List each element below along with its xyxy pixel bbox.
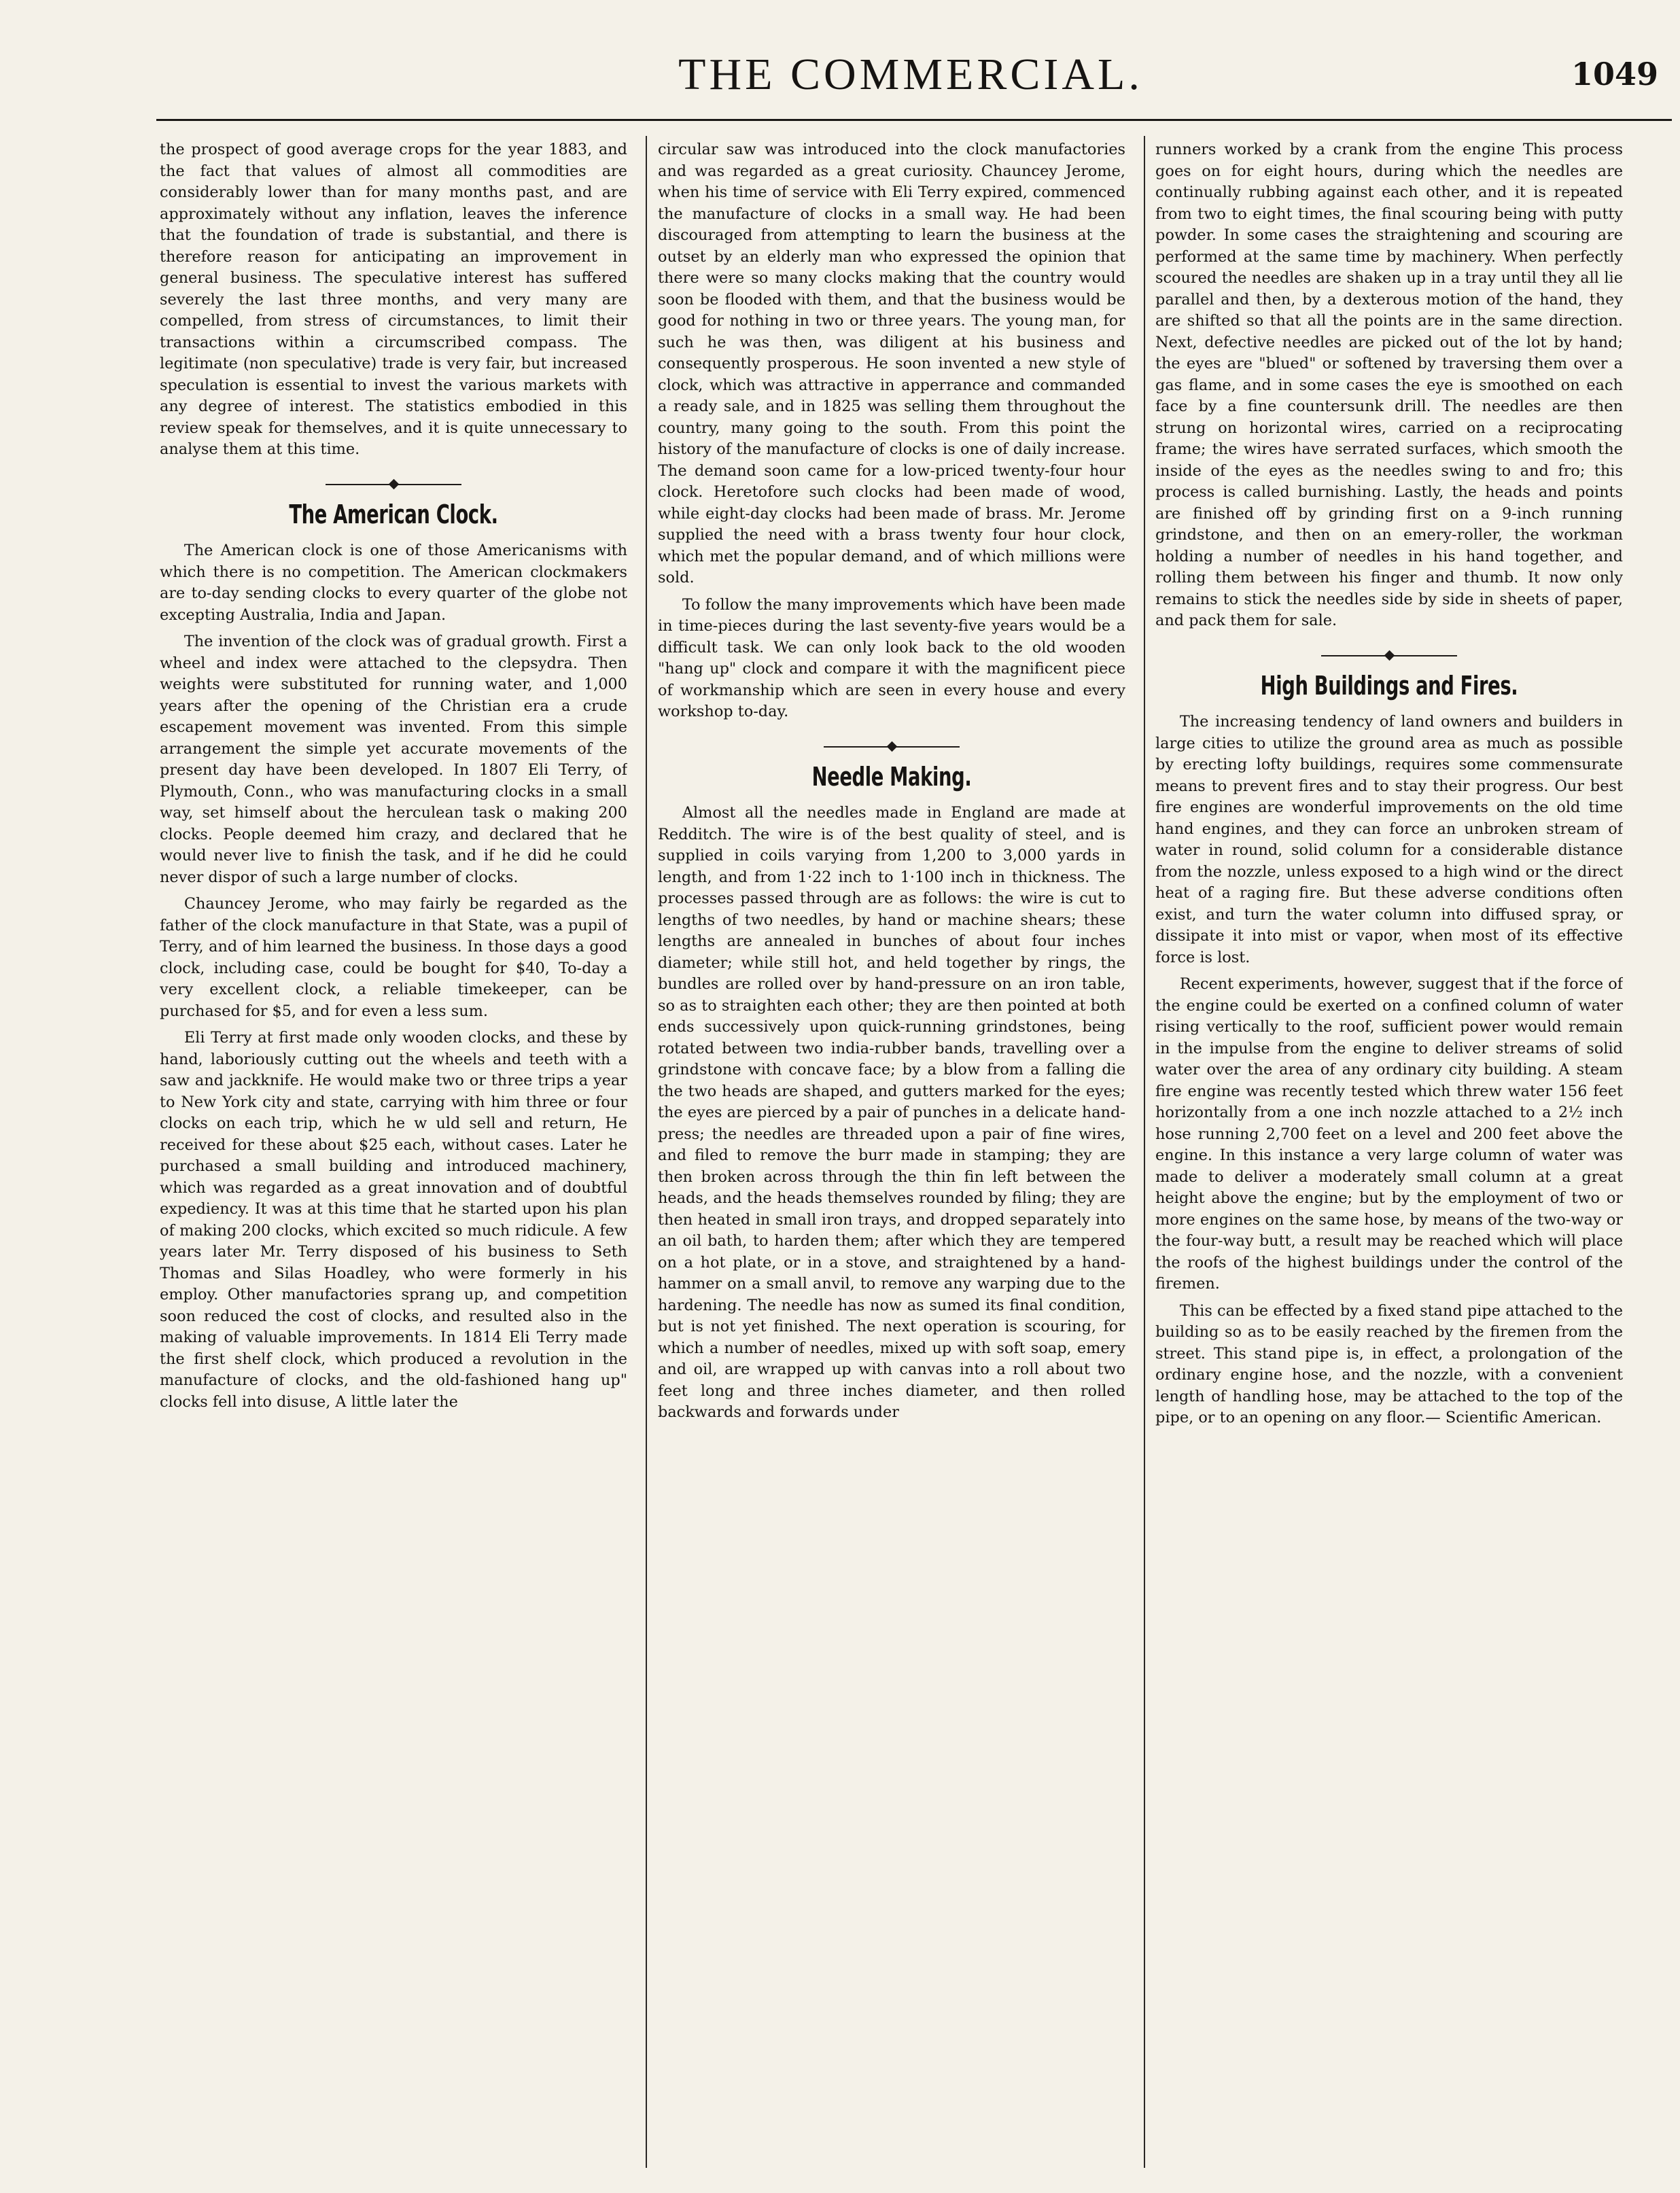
- column-divider: [646, 136, 647, 2168]
- article-paragraph: The increasing tendency of land owners and builders in large cities to utilize the ground area as much as possible by erecting lofty buildings, requires some commensurate means to prevent fires and to stay their progress. Our best fire engines are wonderful improvements on the old time hand engines, and they can force an unbroken stream of water in round, solid column for a considerable distance from the nozzle, unless exposed to a high wind or the direct heat of a raging fire. But these adverse conditions often exist, and turn the water column into diffused spray, or dissipate it into mist or vapor, when most of its effective force is lost.: [1155, 713, 1623, 966]
- article-paragraph: Almost all the needles made in England are made at Redditch. The wire is of the best quality of steel, and is supplied in coils varying from 1,200 to 3,000 yards in length, and from 1·22 inch to 1·100 inch in thickness. The processes passed through are as follows: the wire is cut to lengths of two needles, by hand or machine shears; these lengths are annealed in bunches of about four inches diameter; while still hot, and held together by rings, the bundles are rolled over by hand-pressure on an iron table, so as to straighten each other; they are then pointed at both ends successively upon quick-running grindstones, being rotated between two india-rubber bands, travelling over a grindstone with concave face; by a blow from a falling die the two heads are shaped, and gutters marked for the eyes; the eyes are pierced by a pair of punches in a delicate hand-press; the needles are threaded upon a pair of fine wires, and filed to remove the burr made in stamping; they are then broken across through the thin fin left between the heads, and the heads themselves rounded by filing; they are then heated in small iron trays, and dropped separately into an oil bath, to harden them; after which they are tempered on a hot plate, or in a stove, and straightened by a hand-hammer on a small anvil, to remove any warping due to the hardening. The needle has now as sumed its final condition, but is not yet finished. The next operation is scouring, for which a number of needles, mixed up with soft soap, emery and oil, are wrapped up with canvas into a roll about two feet long and three inches diameter, and then rolled backwards and forwards under: [658, 804, 1125, 1421]
- section-separator: [326, 473, 461, 496]
- article-heading: Needle Making.: [811, 761, 972, 792]
- column-3: [1155, 139, 1623, 2164]
- article-paragraph: circular saw was introduced into the clock manufactories and was regarded as a great curiosity. Chauncey Jerome, when his time of service with Eli Terry expired, commenced the manufacture of clocks in a small way. He had been discouraged from attempting to learn the business at the outset by an elderly man who expressed the opinion that there were so many clocks making that the country would soon be flooded with them, and that the business would be good for nothing in two or three years. The young man, for such he was then, was diligent at his business and consequently prosperous. He soon invented a new style of clock, which was attractive in apperrance and commanded a ready sale, and in 1825 was selling them throughout the country, many going to the south. From this point the history of the manufacture of clocks is one of daily increase. The demand soon came for a low-priced twenty-four hour clock. Heretofore such clocks had been made of wood, while eight-day clocks had been made of brass. Mr. Jerome supplied the need with a brass twenty four hour clock, which met the popular demand, and of which millions were sold.: [658, 141, 1125, 586]
- article-paragraph: Eli Terry at first made only wooden clocks, and these by hand, laboriously cutting out the wheels and teeth with a saw and jackknife. He would make two or three trips a year to New York city and state, carrying with him three or four clocks on each trip, which he w uld sell and return, He received for these about $25 each, without cases. Later he purchased a small building and introduced machinery, which was regarded as a great innovation and of doubtful expediency. It was at this time that he started upon his plan of making 200 clocks, which excited so much ridicule. A few years later Mr. Terry disposed of his business to Seth Thomas and Silas Hoadley, who were formerly in his employ. Other manufactories sprang up, and competition soon reduced the cost of clocks, and resulted also in the making of valuable improvements. In 1814 Eli Terry made the first shelf clock, which produced a revolution in the manufacture of clocks, and the old-fashioned hang up" clocks fell into disuse, A little later the: [160, 1029, 627, 1411]
- page-number: 1049: [1571, 56, 1658, 92]
- article-paragraph: The American clock is one of those Americanisms with which there is no competition. The American clockmakers are to-day sending clocks to every quarter of the globe not excepting Australia, India and Japan.: [160, 542, 627, 624]
- article-heading: The American Clock.: [289, 499, 498, 529]
- section-separator: [1321, 644, 1457, 667]
- article-paragraph: This can be effected by a fixed stand pipe attached to the building so as to be easily reached by the firemen from the street. This stand pipe is, in effect, a prolongation of the ordinary engine hose, and the nozzle, with a convenient length of handling hose, may be attached to the top of the pipe, or to an opening on any floor.— Scientific American.: [1155, 1301, 1623, 1426]
- article-paragraph: runners worked by a crank from the engine This process goes on for eight hours, during which the needles are continually rubbing against each other, and it is repeated from two to eight times, the final scouring being with putty powder. In some cases the straightening and scouring are performed at the same time by machinery. When perfectly scoured the needles are shaken up in a tray until they all lie parallel and then, by a dexterous motion of the hand, they are shifted so that all the points are in the same direction. Next, defective needles are picked out of the lot by hand; the eyes are "blued" or softened by traversing them over a gas flame, and in some cases the eye is smoothed on each face by a fine countersunk drill. The needles are then strung on horizontal wires, carried on a reciprocating frame; the wires have serrated surfaces, which smooth the inside of the eyes as the needles swing to and fro; this process is called burnishing. Lastly, the heads and points are finished off by grinding first on a 9-inch running grindstone, and then on an emery-roller, the workman holding a number of needles in his hand together, and rolling them between his finger and thumb. It now only remains to stick the needles side by side in sheets of paper, and pack them for sale.: [1155, 141, 1623, 629]
- section-separator: [824, 735, 960, 758]
- column-1: [160, 139, 627, 2164]
- article-paragraph: To follow the many improvements which have been made in time-pieces during the last seventy-five years would be a difficult task. We can only look back to the old wooden "hang up" clock and compare it with the magnificent piece of workmanship which are seen in every house and every workshop to-day.: [658, 595, 1125, 720]
- article-heading: High Buildings and Fires.: [1260, 670, 1518, 701]
- page-header: [156, 41, 1665, 116]
- column-divider: [1144, 136, 1145, 2168]
- article-paragraph: Chauncey Jerome, who may fairly be regarded as the father of the clock manufacture in that State, was a pupil of Terry, and of him learned the business. In those days a good clock, including case, could be bought for $40, To-day a very excellent clock, a reliable timekeeper, can be purchased for $5, and for even a less sum.: [160, 895, 627, 1020]
- column-2: [658, 139, 1125, 2164]
- article-paragraph: The invention of the clock was of gradual growth. First a wheel and index were attached to the clepsydra. Then weights were substituted for running water, and 1,000 years after the opening of the Christian era a crude escapement movement was invented. From this simple arrangement the simple yet accurate movements of the present day have been developed. In 1807 Eli Terry, of Plymouth, Conn., who was manufacturing clocks in a small way, set himself about the herculean task o making 200 clocks. People deemed him crazy, and declared that he would never live to finish the task, and if he did he could never dispor of such a large number of clocks.: [160, 633, 627, 886]
- article-paragraph: the prospect of good average crops for the year 1883, and the fact that values of almost all commodities are considerably lower than for many months past, and are approximately without any inflation, leaves the inference that the foundation of trade is substantial, and there is therefore reason for anticipating an improvement in general business. The speculative interest has suffered severely the last three months, and very many are compelled, from stress of circumstances, to limit their transactions within a circumscribed compass. The legitimate (non speculative) trade is very fair, but increased speculation is essential to invest the various markets with any degree of interest. The statistics embodied in this review speak for themselves, and it is quite unnecessary to analyse them at this time.: [160, 141, 627, 458]
- page-title: THE COMMERCIAL.: [678, 50, 1143, 99]
- article-paragraph: Recent experiments, however, suggest that if the force of the engine could be exerted on a confined column of water rising vertically to the roof, sufficient power would remain in the impulse from the engine to deliver streams of solid water over the area of any ordinary city building. A steam fire engine was recently tested which threw water 156 feet horizontally from a one inch nozzle attached to a 2½ inch hose running 2,700 feet on a level and 200 feet above the engine. In this instance a very large column of water was made to deliver a moderately small column at a great height above the engine; but by the employment of two or more engines on the same hose, by means of the two-way or the four-way butt, a result may be reached which will place the roofs of the highest buildings under the control of the firemen.: [1155, 975, 1623, 1293]
- header-rule: [156, 119, 1672, 121]
